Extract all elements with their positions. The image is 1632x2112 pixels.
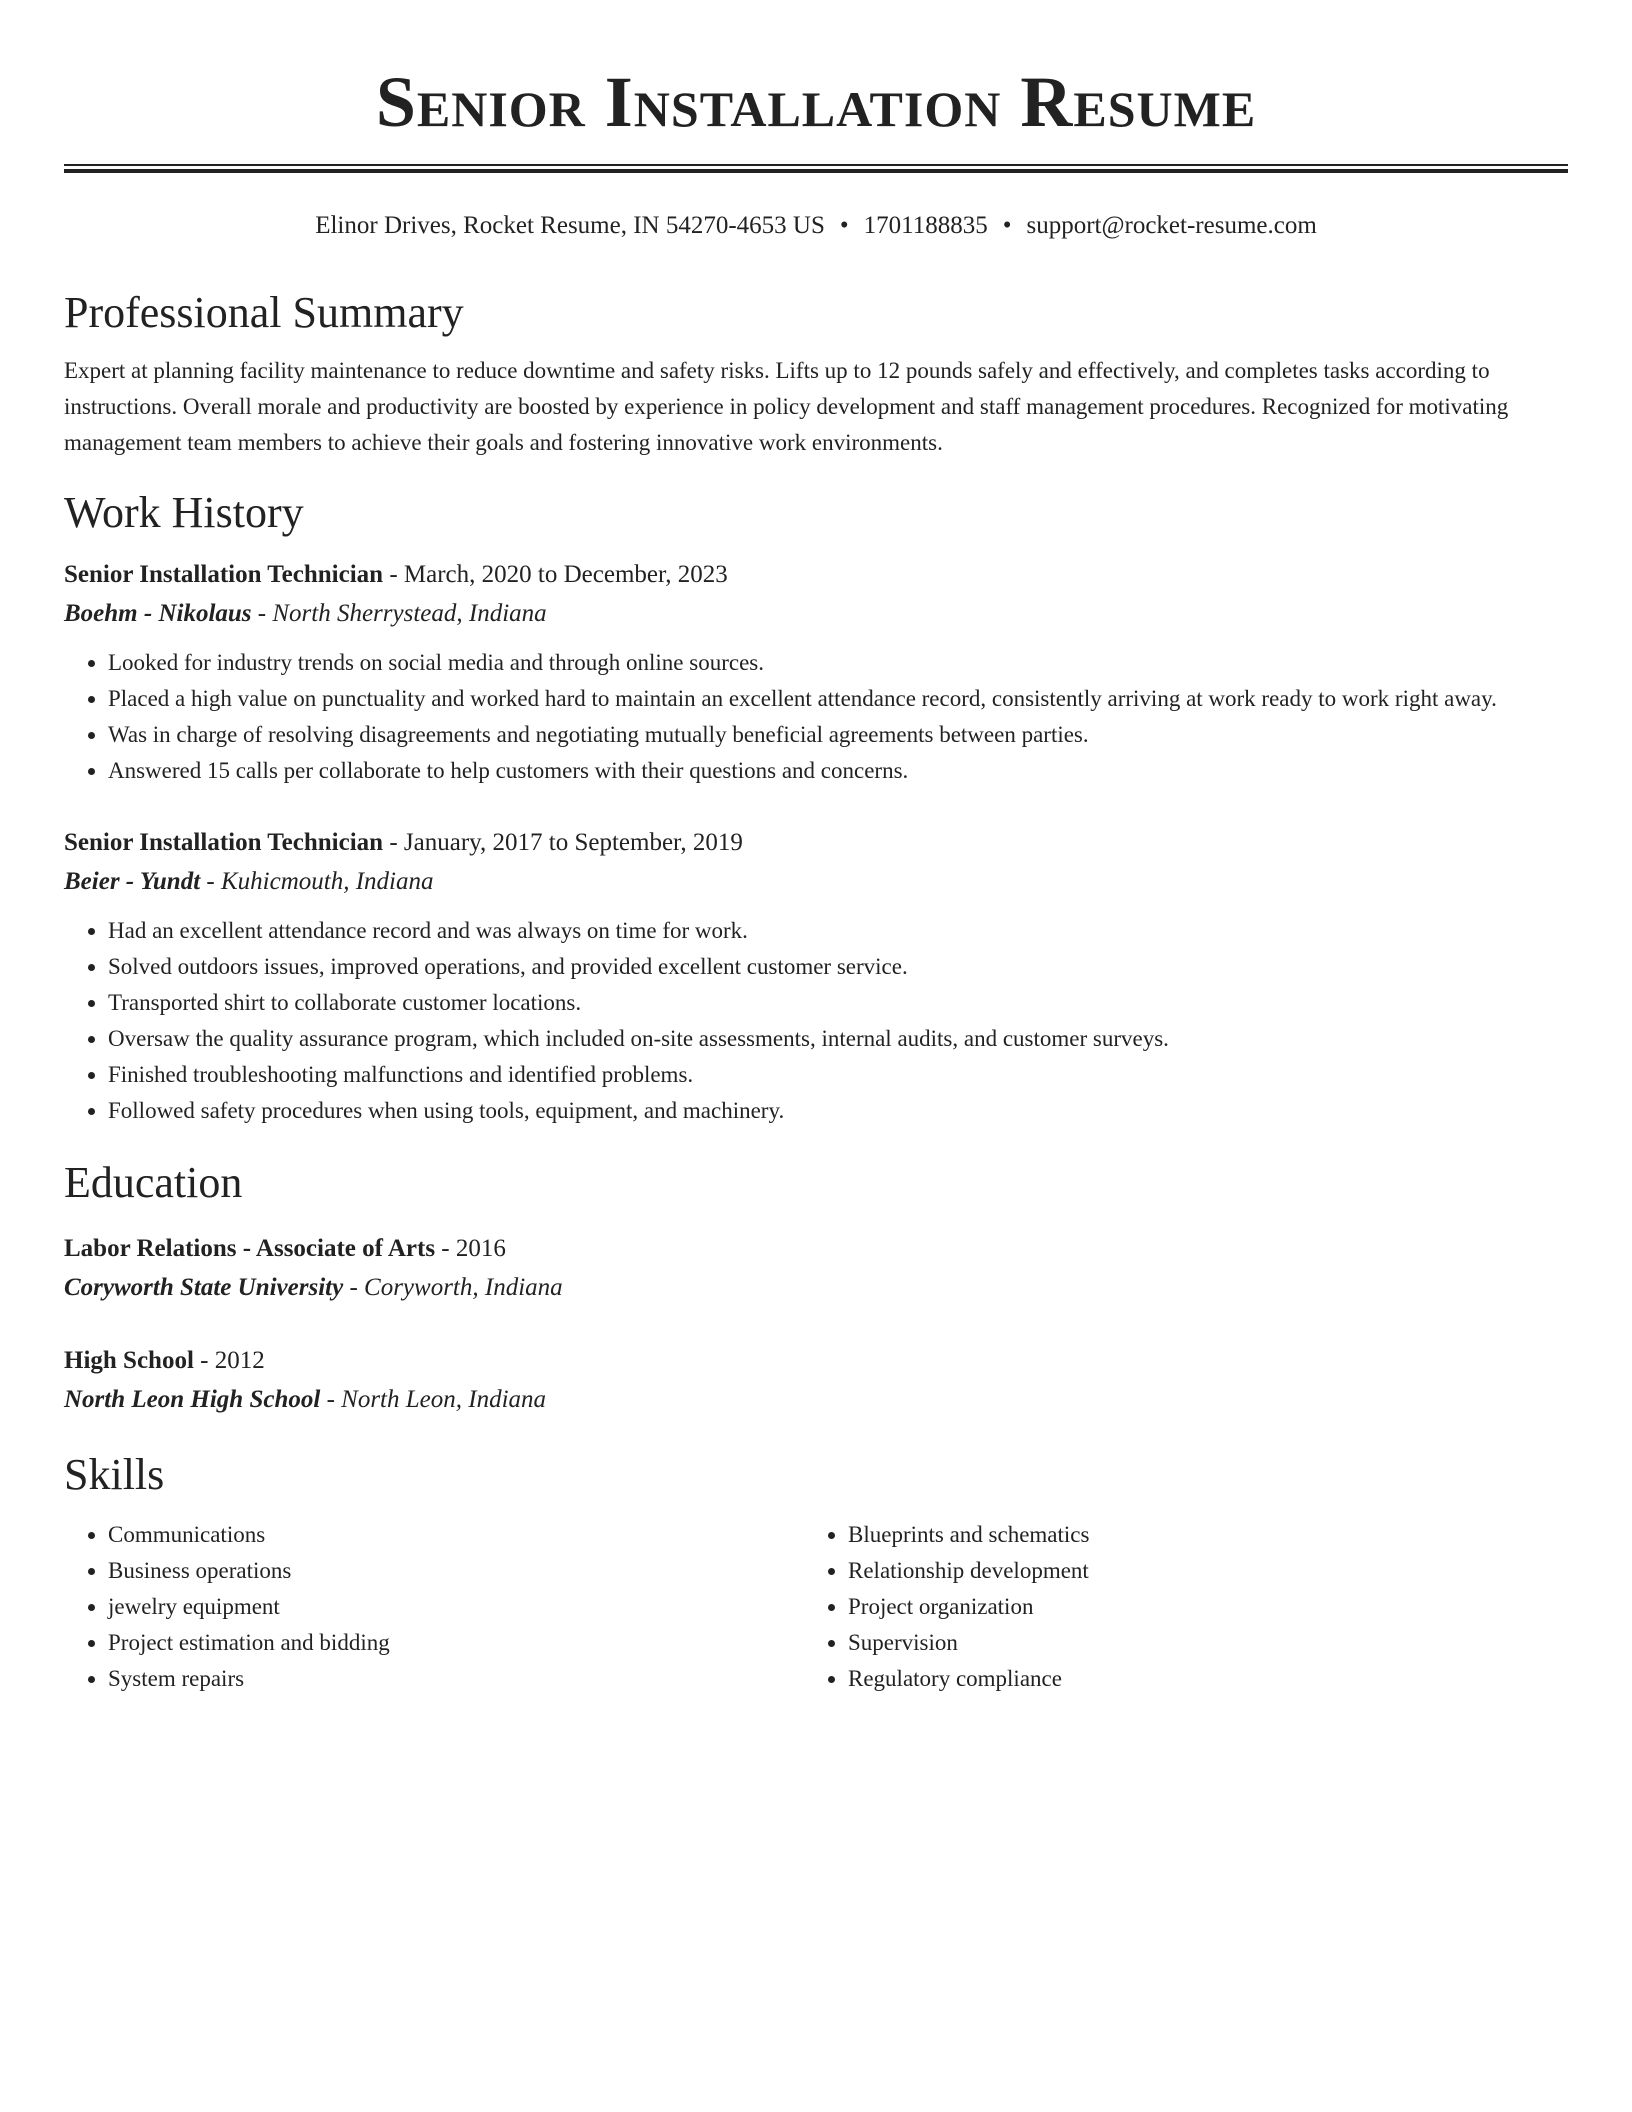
education-degree: High School bbox=[64, 1347, 194, 1374]
contact-phone: 1701188835 bbox=[863, 212, 988, 239]
education-degree-line bbox=[64, 1341, 1568, 1381]
job-location: - Kuhicmouth, Indiana bbox=[200, 868, 434, 895]
education-location: - North Leon, Indiana bbox=[320, 1386, 547, 1413]
skill-item: • jewelry equipment bbox=[108, 1589, 804, 1625]
job-title: Senior Installation Technician bbox=[64, 829, 384, 856]
education-entry bbox=[64, 1341, 1568, 1419]
skill-item: • Regulatory compliance bbox=[848, 1661, 1544, 1697]
skill-item: • System repairs bbox=[108, 1661, 804, 1697]
education-year: - 2016 bbox=[435, 1235, 506, 1262]
contact-separator: • bbox=[1002, 212, 1012, 239]
job-dates: - January, 2017 to September, 2019 bbox=[383, 829, 743, 856]
job-bullet: • Looked for industry trends on social media and through online sources. bbox=[108, 645, 1568, 681]
skill-item: • Project organization bbox=[848, 1589, 1544, 1625]
job-company-line bbox=[64, 863, 1568, 901]
contact-line bbox=[64, 209, 1568, 243]
section-heading-education: Education bbox=[64, 1158, 243, 1207]
job-bullet: • Transported shirt to collaborate customer locations. bbox=[108, 985, 1568, 1021]
education-entry bbox=[64, 1229, 1568, 1307]
education-school-line bbox=[64, 1269, 1568, 1307]
job-bullet: • Finished troubleshooting malfunctions and identified problems. bbox=[108, 1057, 1568, 1093]
summary-paragraph: Expert at planning facility maintenance to reduce downtime and safety risks. Lifts up to 12 pounds safely and effectively, and completes tasks according to instructions. Overall morale and productivity are boosted by experience in policy development and staff management procedures. Recognized for motivating management team members to achieve their goals and fostering innovative work environments. bbox=[64, 358, 1509, 455]
skill-item: • Project estimation and bidding bbox=[108, 1625, 804, 1661]
job-bullets bbox=[64, 645, 1568, 789]
contact-email[interactable]: support@rocket-resume.com bbox=[1026, 212, 1317, 239]
skill-item: • Business operations bbox=[108, 1553, 804, 1589]
skill-item: • Supervision bbox=[848, 1625, 1544, 1661]
resume-title: Senior Installation Resume bbox=[375, 62, 1257, 142]
job-bullet: • Answered 15 calls per collaborate to help customers with their questions and concerns. bbox=[108, 753, 1568, 789]
skills-column-left bbox=[64, 1517, 804, 1697]
skill-item: • Blueprints and schematics bbox=[848, 1517, 1544, 1553]
job-entry bbox=[64, 555, 1568, 789]
job-bullet: • Had an excellent attendance record and was always on time for work. bbox=[108, 913, 1568, 949]
title-divider bbox=[64, 164, 1568, 173]
contact-address: Elinor Drives, Rocket Resume, IN 54270-4653 US bbox=[315, 212, 825, 239]
job-location: - North Sherrystead, Indiana bbox=[251, 600, 547, 627]
education-degree-line bbox=[64, 1229, 1568, 1269]
job-bullet: • Followed safety procedures when using tools, equipment, and machinery. bbox=[108, 1093, 1568, 1129]
skill-item: • Communications bbox=[108, 1517, 804, 1553]
education-school-line bbox=[64, 1381, 1568, 1419]
job-title-line bbox=[64, 823, 1568, 863]
job-bullets bbox=[64, 913, 1568, 1129]
job-title: Senior Installation Technician bbox=[64, 561, 384, 588]
education-location: - Coryworth, Indiana bbox=[343, 1274, 563, 1301]
job-company: Beier - Yundt bbox=[64, 868, 201, 895]
job-company-line bbox=[64, 595, 1568, 633]
job-dates: - March, 2020 to December, 2023 bbox=[383, 561, 728, 588]
education-school: Coryworth State University bbox=[64, 1274, 344, 1301]
skills-list bbox=[804, 1517, 1544, 1697]
job-entry bbox=[64, 823, 1568, 1129]
skills-columns bbox=[64, 1517, 1568, 1697]
section-heading-work-history: Work History bbox=[64, 488, 304, 537]
section-heading-skills: Skills bbox=[64, 1450, 165, 1499]
job-title-line bbox=[64, 555, 1568, 595]
section-heading-summary: Professional Summary bbox=[64, 288, 464, 337]
job-bullet: • Oversaw the quality assurance program, which included on-site assessments, internal audits, and customer surveys. bbox=[108, 1021, 1568, 1057]
job-bullet: • Placed a high value on punctuality and worked hard to maintain an excellent attendance record, consistently arriving at work ready to work right away. bbox=[108, 681, 1568, 717]
education-school: North Leon High School bbox=[64, 1386, 321, 1413]
skills-list bbox=[64, 1517, 804, 1697]
job-company: Boehm - Nikolaus bbox=[64, 600, 252, 627]
contact-separator: • bbox=[839, 212, 849, 239]
education-year: - 2012 bbox=[193, 1347, 265, 1374]
job-bullet: • Was in charge of resolving disagreements and negotiating mutually beneficial agreements between parties. bbox=[108, 717, 1568, 753]
skills-column-right bbox=[804, 1517, 1544, 1697]
skill-item: • Relationship development bbox=[848, 1553, 1544, 1589]
education-degree: Labor Relations - Associate of Arts bbox=[64, 1235, 436, 1262]
job-bullet: • Solved outdoors issues, improved operations, and provided excellent customer service. bbox=[108, 949, 1568, 985]
